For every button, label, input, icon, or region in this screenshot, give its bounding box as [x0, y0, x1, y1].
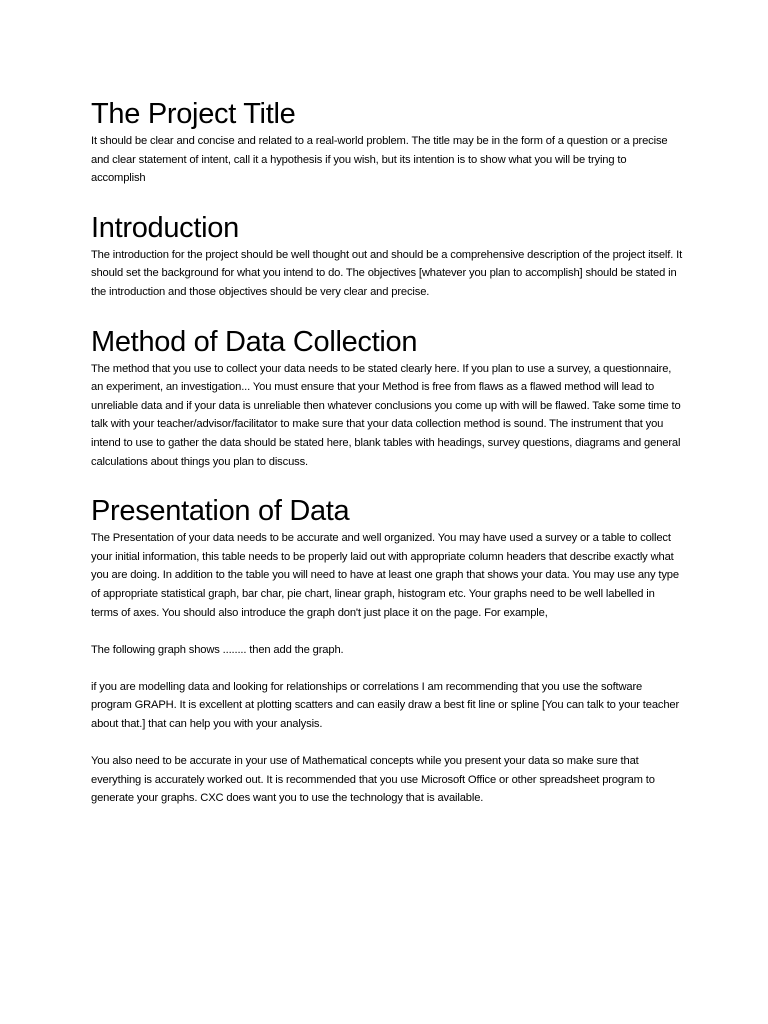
heading-introduction: Introduction — [91, 211, 239, 244]
heading-project-title: The Project Title — [91, 98, 296, 130]
paragraph-project-title: It should be clear and concise and related to a real-world problem. The title may be in the form of a question or a precise and clear statement of intent, call it a hypothesis if you wish, but its intention is to show what you will be trying to accomplish — [91, 135, 668, 185]
section-project-title — [91, 96, 683, 188]
paragraph-introduction: The introduction for the project should be well thought out and should be a comprehensive description of the project itself. It should set the background for what you intend to do. The objectives [whatever you plan to accomplish] should be stated in the introduction and those objectives should be very clear and precise. — [91, 248, 683, 298]
paragraph-accuracy: You also need to be accurate in your use of Mathematical concepts while you present your data so make sure that everything is accurately worked out. It is recommended that you use Microsoft Office or other spreadsheet program to generate your graphs. CXC does want you to use the technology that is available. — [91, 755, 655, 805]
heading-presentation-of-data: Presentation of Data — [91, 495, 350, 528]
heading-method-of-data-collection: Method of Data Collection — [91, 325, 418, 358]
paragraph-method-of-data-collection: The method that you use to collect your data needs to be stated clearly here. If you plan to use a survey, a questionnaire, an experiment, an investigation... You must ensure that your Method is free from flaws as a flawed method will lead to unreliable data and if your data is unreliable then whatever conclusions you come up with will be flawed. Take some time to talk with your teacher/advisor/facilitator to make sure that your data collection method is sound. The instrument that you intend to use to gather the data should be stated here, blank tables with headings, survey questions, diagrams and general calculations about things you plan to discuss. — [91, 362, 681, 468]
section-introduction — [91, 210, 683, 302]
paragraph-presentation-intro: The Presentation of your data needs to be accurate and well organized. You may have used a survey or a table to collect your initial information, this table needs to be properly laid out with appropriate column headers that describe exactly what you are doing. In addition to the table you will need to have at least one graph that shows your data. You may use any type of appropriate statistical graph, bar char, pie chart, linear graph, histogram etc. Your graphs need to be well labelled in terms of axes. You should also introduce the graph don't just place it on the page. For example, — [91, 532, 679, 619]
paragraph-graph-software: if you are modelling data and looking for relationships or correlations I am recommending that you use the software program GRAPH. It is excellent at plotting scatters and can easily draw a best fit line or spline [You can talk to your teacher about that.] that can help you with your analysis. — [91, 680, 680, 731]
section-presentation-of-data — [91, 493, 683, 808]
document-page — [91, 96, 683, 808]
section-method-of-data-collection — [91, 324, 683, 472]
paragraph-graph-example: The following graph shows ........ then add the graph. — [91, 643, 344, 656]
